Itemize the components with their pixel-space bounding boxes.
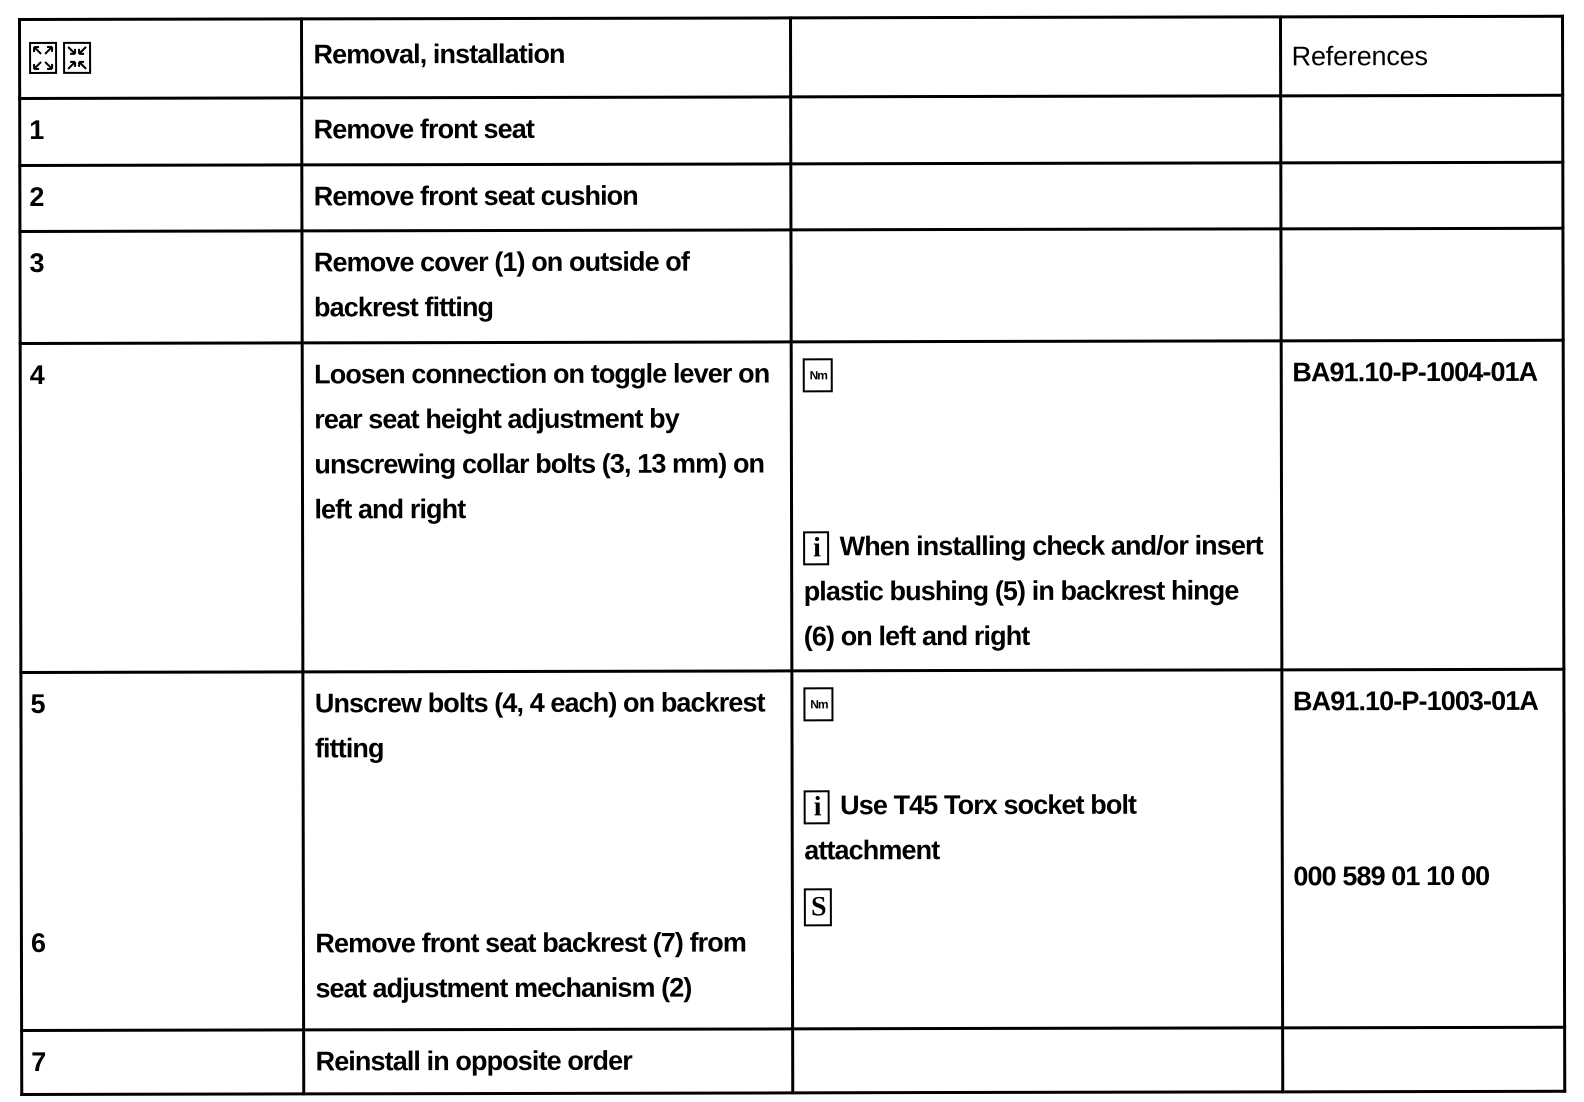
- info-note: [804, 782, 1270, 873]
- step-notes: [792, 341, 1282, 671]
- step-reference: [1280, 162, 1563, 229]
- procedure-table: [18, 15, 1566, 1096]
- torque-nm-icon[interactable]: Nm: [804, 687, 834, 721]
- table-row: [20, 162, 1563, 232]
- step-number: 7: [22, 1030, 305, 1095]
- header-row: [20, 16, 1563, 99]
- step-number: 5: [30, 688, 45, 719]
- step-notes: [792, 670, 1282, 1029]
- table-row: [21, 669, 1565, 1030]
- table-row: [20, 96, 1563, 166]
- step-text: Remove cover (1) on outside of backrest fitting: [302, 230, 791, 344]
- step-number: 3: [20, 231, 303, 344]
- info-note-text: When installing check and/or insert plastic bushing (5) in backrest hinge (6) on left and right: [803, 530, 1263, 652]
- info-icon[interactable]: i: [804, 790, 830, 824]
- info-icon[interactable]: i: [804, 532, 830, 566]
- step-reference: [1281, 228, 1564, 341]
- header-icons-cell: [20, 19, 303, 99]
- step-number: 4: [20, 343, 303, 672]
- table-row: [20, 341, 1564, 673]
- header-removal: Removal, installation: [302, 18, 791, 98]
- step-text: Loosen connection on toggle lever on rear seat height adjustment by unscrewing collar bolts (3, 13 mm) on left and right: [303, 342, 793, 672]
- collapse-icon[interactable]: [63, 42, 91, 74]
- step-notes: [793, 1027, 1282, 1092]
- step-reference: [1280, 96, 1563, 163]
- step-notes: [791, 229, 1280, 343]
- info-note-text: Use T45 Torx socket bolt attachment: [804, 789, 1137, 866]
- step-text: Remove front seat cushion: [302, 164, 791, 231]
- info-note: [804, 524, 1270, 660]
- step-number: 1: [20, 98, 303, 165]
- step-number: 2: [20, 165, 303, 232]
- step-reference[interactable]: BA91.10-P-1004-01A: [1281, 341, 1564, 670]
- torque-nm-icon[interactable]: Nm: [803, 359, 833, 393]
- expand-icon[interactable]: [29, 42, 57, 74]
- step-text-group: [303, 671, 793, 1030]
- table-row: [22, 1027, 1565, 1095]
- step-text: Reinstall in opposite order: [304, 1029, 793, 1094]
- header-references: References: [1280, 16, 1563, 96]
- table-row: [20, 228, 1563, 344]
- header-notes: [791, 17, 1280, 97]
- step-notes: [791, 163, 1280, 230]
- tool-reference[interactable]: 000 589 01 10 00: [1293, 860, 1490, 892]
- step-notes: [791, 96, 1280, 163]
- step-number: 6: [30, 927, 46, 958]
- step-reference: [1282, 1027, 1565, 1092]
- step-text: Unscrew bolts (4, 4 each) on backrest fitting: [314, 687, 765, 764]
- step-text: Remove front seat backrest (7) from seat adjustment mechanism (2): [315, 927, 747, 1004]
- step-text: Remove front seat: [302, 97, 791, 164]
- special-tool-icon[interactable]: S: [804, 888, 832, 926]
- step-number-group: [21, 672, 304, 1030]
- step-reference-group: [1281, 669, 1564, 1027]
- step-reference[interactable]: BA91.10-P-1003-01A: [1292, 685, 1538, 717]
